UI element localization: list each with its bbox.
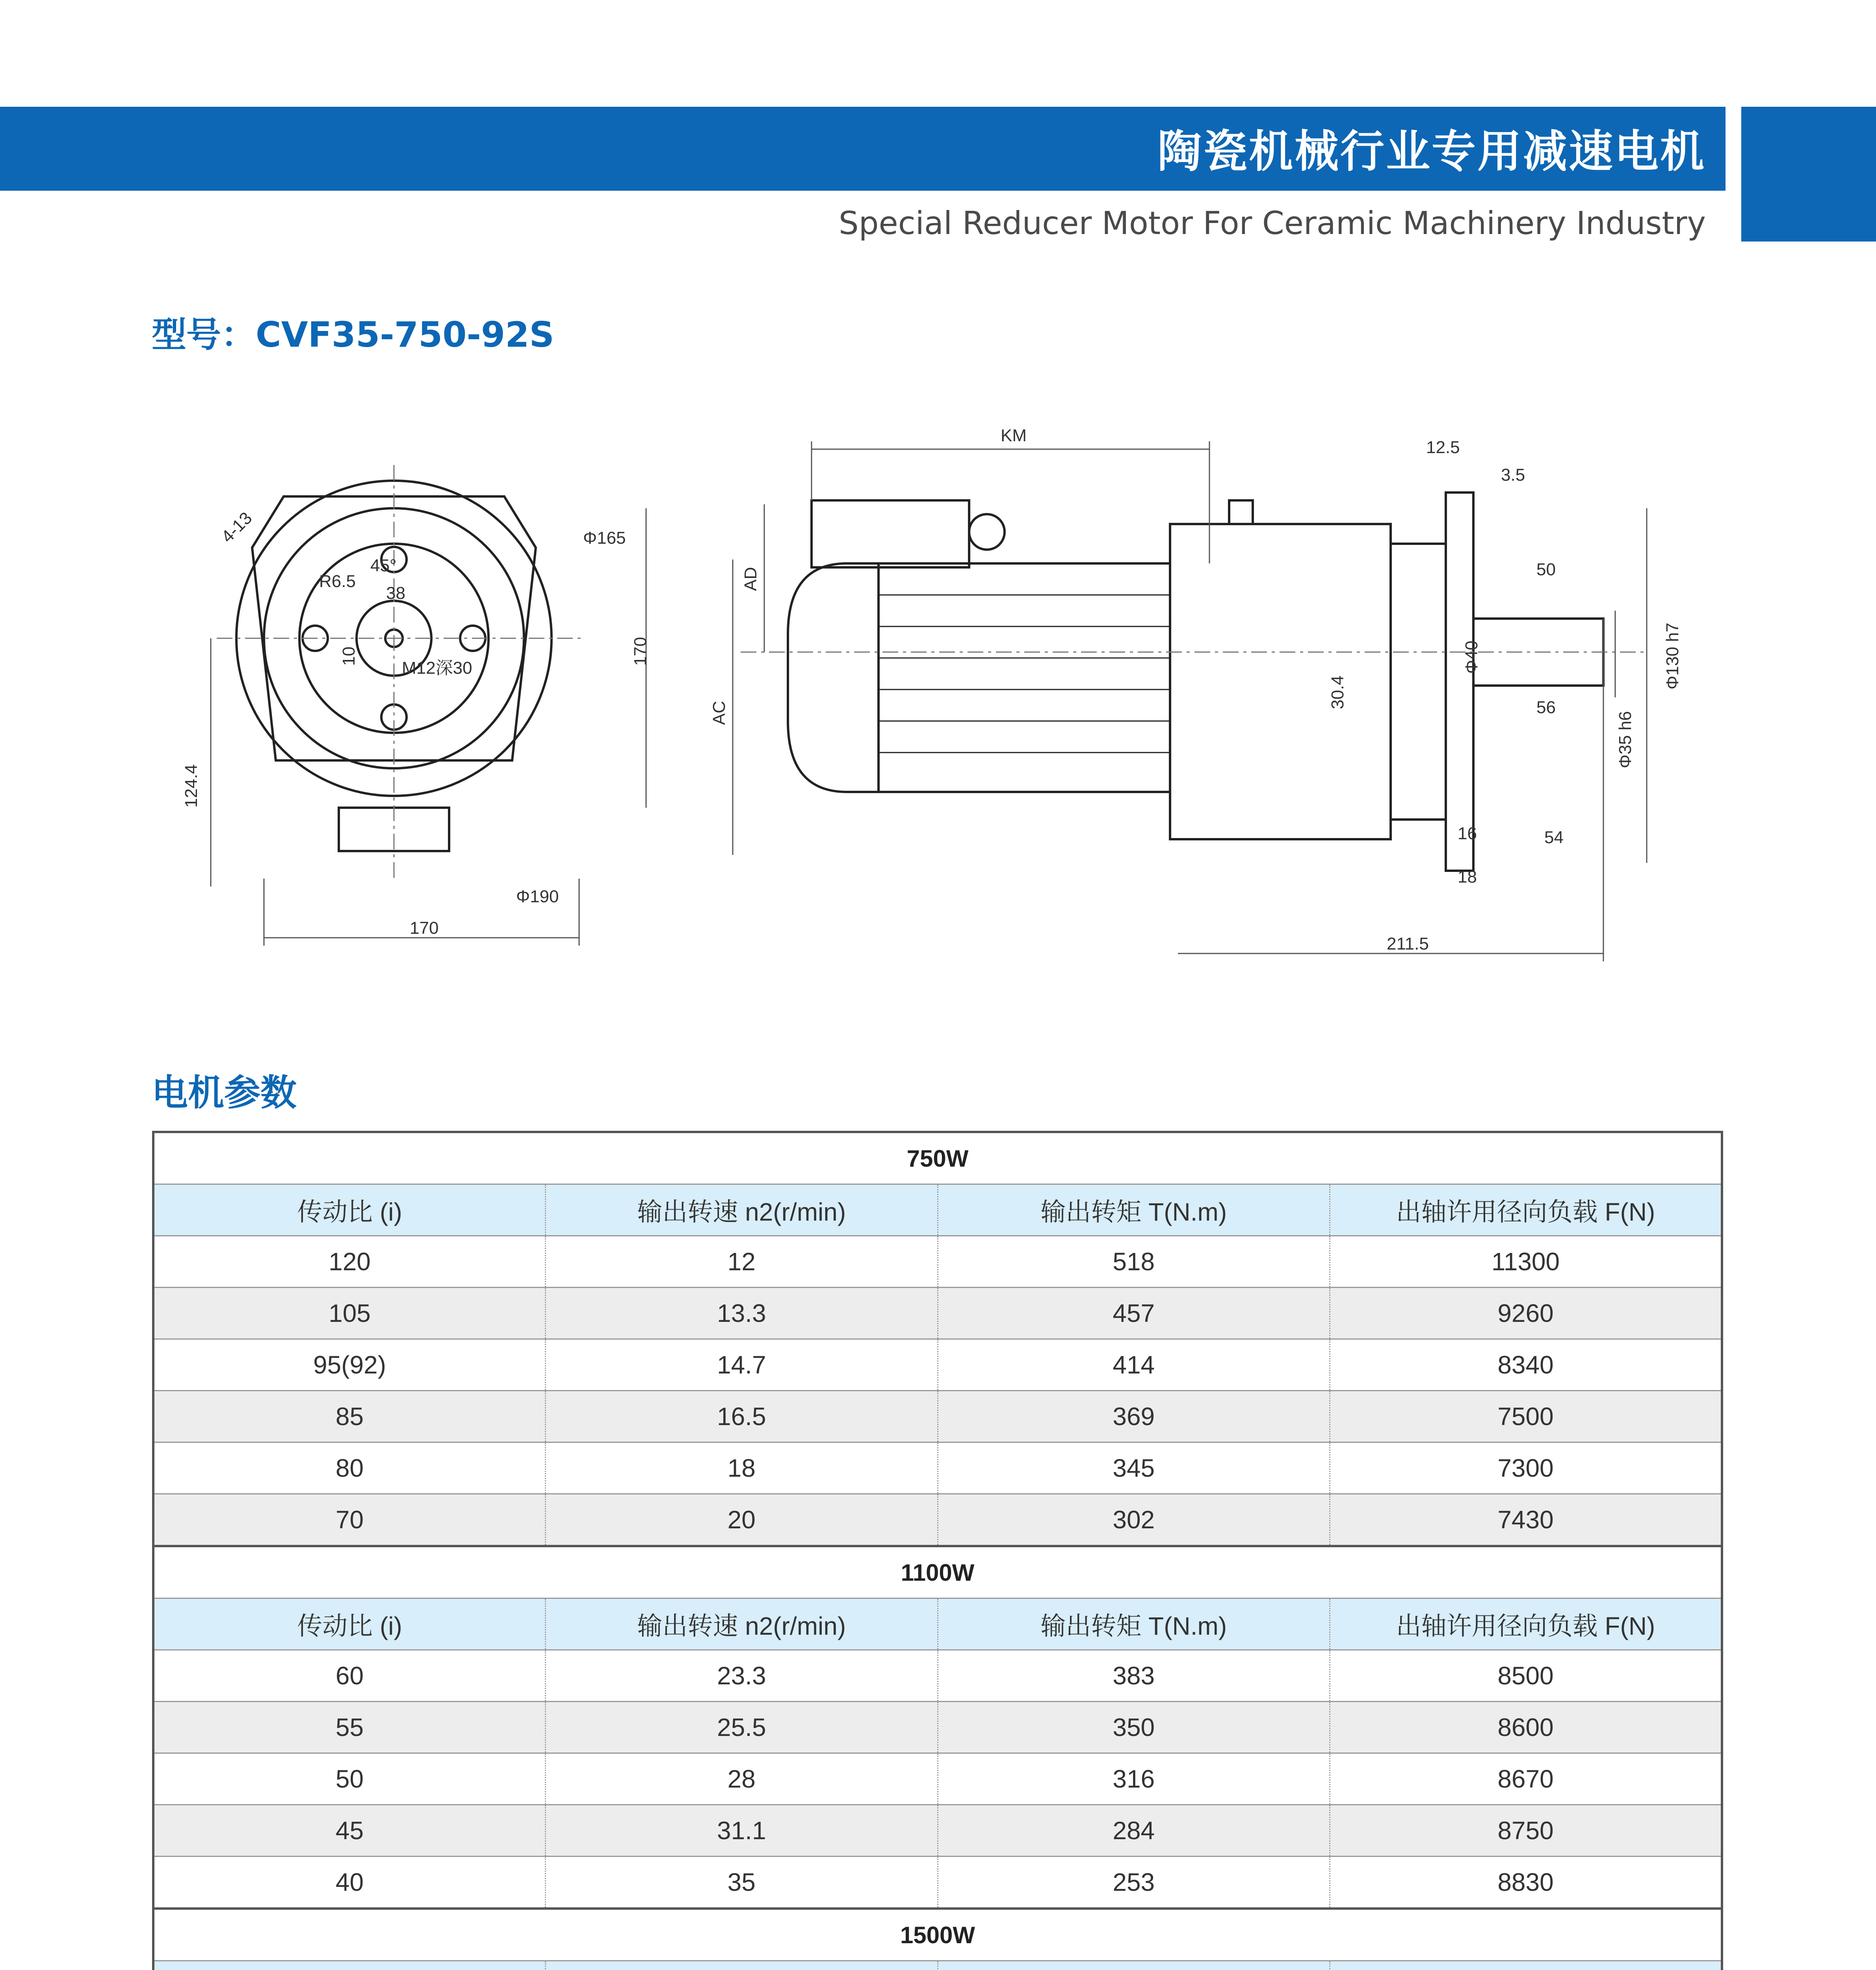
gearbox-output-hub [1391,544,1446,820]
table-cell: 25.5 [546,1702,938,1753]
svg-text:211.5: 211.5 [1387,934,1429,953]
table-cell: 253 [938,1857,1330,1909]
table-header-row [153,1961,1722,1970]
header-tab [1741,107,1876,242]
table-cell: 12 [546,1236,938,1288]
svg-text:AC: AC [710,701,729,725]
column-header: 输出转矩 T(N.m) [938,1184,1330,1236]
table-cell: 7300 [1330,1442,1722,1494]
svg-text:Φ130 h7: Φ130 h7 [1663,623,1682,690]
column-header: 出轴许用径向负载 F(N) [1330,1184,1722,1236]
power-group-title-row [153,1132,1722,1184]
front-view [217,465,583,879]
svg-text:16: 16 [1458,824,1477,843]
svg-text:4-13: 4-13 [217,508,256,547]
table-cell: 20 [546,1494,938,1546]
table-row [153,1753,1722,1805]
power-group-label: 750W [153,1132,1722,1184]
table-row [153,1805,1722,1857]
technical-drawing [150,414,1710,965]
column-header [546,1961,938,1970]
table-cell: 105 [153,1288,546,1339]
table-cell: 8340 [1330,1339,1722,1391]
table-cell: 316 [938,1753,1330,1805]
svg-text:10: 10 [339,647,358,666]
power-group-title-row [153,1909,1722,1961]
side-dimension-text [710,426,1682,953]
column-header: 传动比 (i) [153,1598,546,1650]
side-view [741,492,1647,871]
column-header: 输出转速 n2(r/min) [546,1598,938,1650]
column-header: 输出转矩 T(N.m) [938,1598,1330,1650]
table-cell: 23.3 [546,1650,938,1702]
svg-text:Φ190: Φ190 [516,887,559,906]
svg-text:170: 170 [631,637,650,666]
table-cell: 302 [938,1494,1330,1546]
side-dimension-lines [733,441,1647,961]
motor-end-cap [788,563,879,792]
table-cell: 40 [153,1857,546,1909]
svg-text:Φ165: Φ165 [583,528,626,548]
table-cell: 50 [153,1753,546,1805]
table-row [153,1442,1722,1494]
table-row [153,1650,1722,1702]
svg-text:54: 54 [1544,828,1564,847]
table-cell: 8750 [1330,1805,1722,1857]
table-row [153,1288,1722,1339]
power-group-title-row [153,1546,1722,1598]
svg-text:38: 38 [386,584,405,603]
table-cell: 95(92) [153,1339,546,1391]
svg-text:50: 50 [1536,560,1556,579]
svg-text:3.5: 3.5 [1501,465,1525,485]
table-cell: 9260 [1330,1288,1722,1339]
power-group-label: 1500W [153,1909,1722,1961]
table-row [153,1494,1722,1546]
column-header: 输出转速 n2(r/min) [546,1184,938,1236]
table-cell: 35 [546,1857,938,1909]
table-cell: 55 [153,1702,546,1753]
table-cell: 7430 [1330,1494,1722,1546]
svg-text:170: 170 [410,918,439,938]
column-header [1330,1961,1722,1970]
table-row [153,1236,1722,1288]
table-cell: 80 [153,1442,546,1494]
table-row [153,1391,1722,1442]
section-title: 电机参数 [152,1072,297,1114]
terminal-gland [969,514,1005,550]
table-cell: 16.5 [546,1391,938,1442]
table-cell: 11300 [1330,1236,1722,1288]
svg-text:Φ40: Φ40 [1462,640,1481,674]
table-cell: 45 [153,1805,546,1857]
table-row [153,1857,1722,1909]
table-cell: 383 [938,1650,1330,1702]
column-header [938,1961,1330,1970]
table-cell: 13.3 [546,1288,938,1339]
svg-text:12.5: 12.5 [1426,438,1460,457]
model-label: 型号：CVF35-750-92S [152,314,554,355]
table-cell: 414 [938,1339,1330,1391]
table-cell: 70 [153,1494,546,1546]
svg-text:M12深30: M12深30 [402,658,472,678]
table-cell: 518 [938,1236,1330,1288]
svg-text:45°: 45° [370,556,397,575]
table-cell: 14.7 [546,1339,938,1391]
column-header: 传动比 (i) [153,1184,546,1236]
table-cell: 345 [938,1442,1330,1494]
svg-text:KM: KM [1001,426,1027,445]
table-cell: 8600 [1330,1702,1722,1753]
table-cell: 8500 [1330,1650,1722,1702]
table-cell: 28 [546,1753,938,1805]
table-cell: 7500 [1330,1391,1722,1442]
column-header: 出轴许用径向负载 F(N) [1330,1598,1722,1650]
page-subtitle: Special Reducer Motor For Ceramic Machinery Industry [838,205,1706,242]
table-cell: 350 [938,1702,1330,1753]
table-row [153,1339,1722,1391]
terminal-box [812,500,969,567]
column-header [153,1961,546,1970]
table-cell: 120 [153,1236,546,1288]
table-cell: 31.1 [546,1805,938,1857]
output-flange [1446,492,1473,871]
table-header-row [153,1598,1722,1650]
svg-text:30.4: 30.4 [1328,675,1347,709]
table-cell: 457 [938,1288,1330,1339]
table-cell: 18 [546,1442,938,1494]
svg-text:56: 56 [1536,698,1556,717]
svg-text:Φ35 h6: Φ35 h6 [1616,711,1635,768]
gearbox-body [1170,524,1391,839]
table-cell: 369 [938,1391,1330,1442]
motor-body [879,563,1170,792]
table-header-row [153,1184,1722,1236]
table-cell: 60 [153,1650,546,1702]
svg-text:R6.5: R6.5 [319,572,356,591]
table-cell: 8830 [1330,1857,1722,1909]
svg-text:18: 18 [1458,867,1477,886]
svg-text:AD: AD [741,567,760,591]
page-title: 陶瓷机械行业专用减速电机 [1157,126,1706,177]
table-row [153,1702,1722,1753]
breather-plug [1229,500,1253,524]
motor-parameters-table [152,1131,1723,1970]
power-group-label: 1100W [153,1546,1722,1598]
table-cell: 8670 [1330,1753,1722,1805]
svg-text:124.4: 124.4 [182,764,201,808]
table-cell: 284 [938,1805,1330,1857]
table-cell: 85 [153,1391,546,1442]
